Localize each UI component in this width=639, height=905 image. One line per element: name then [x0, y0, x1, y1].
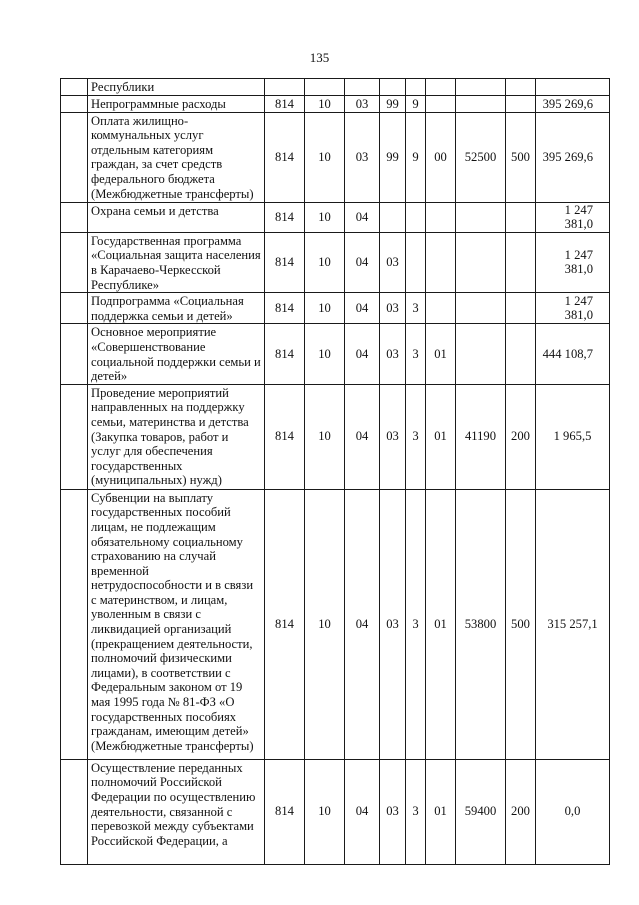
section-cell: 10 — [305, 232, 345, 292]
program-cell: 03 — [380, 759, 406, 864]
direction-cell — [456, 324, 506, 384]
subprogram-cell — [406, 232, 426, 292]
row-number-cell — [61, 232, 88, 292]
budget-table — [60, 78, 610, 865]
program-cell: 03 — [380, 384, 406, 489]
amount-cell: 315 257,1 — [536, 489, 610, 759]
expense-type-cell — [506, 202, 536, 232]
table-row — [61, 759, 610, 864]
expense-type-cell — [506, 293, 536, 324]
event-cell: 01 — [426, 489, 456, 759]
subsection-cell: 04 — [345, 384, 380, 489]
subprogram-cell: 9 — [406, 112, 426, 202]
amount-cell: 0,0 — [536, 759, 610, 864]
table-row — [61, 79, 610, 96]
expense-type-cell: 200 — [506, 759, 536, 864]
subsection-cell: 04 — [345, 759, 380, 864]
subprogram-cell — [406, 202, 426, 232]
table-row — [61, 384, 610, 489]
subsection-cell: 04 — [345, 324, 380, 384]
ministry-cell: 814 — [265, 489, 305, 759]
row-number-cell — [61, 202, 88, 232]
direction-cell: 59400 — [456, 759, 506, 864]
direction-cell — [456, 202, 506, 232]
ministry-cell: 814 — [265, 384, 305, 489]
amount-cell: 1 247 381,0 — [536, 232, 610, 292]
subprogram-cell: 9 — [406, 96, 426, 113]
program-cell: 99 — [380, 96, 406, 113]
section-cell: 10 — [305, 112, 345, 202]
subprogram-cell: 3 — [406, 759, 426, 864]
event-cell: 01 — [426, 324, 456, 384]
name-cell: Подпрограмма «Социальная поддержка семьи и детей» — [88, 293, 265, 324]
name-cell: Осуществление переданных полномочий Российской Федерации по осуществлению деятельности, связанной с перевозкой между субъектами Российской Федерации, а — [88, 759, 265, 864]
ministry-cell: 814 — [265, 112, 305, 202]
direction-cell — [456, 293, 506, 324]
name-cell: Оплата жилищно-коммунальных услуг отдельным категориям граждан, за счет средств федерального бюджета (Межбюджетные трансферты) — [88, 112, 265, 202]
name-cell: Проведение мероприятий направленных на поддержку семьи, материнства и детства (Закупка товаров, работ и услуг для обеспечения государственных (муниципальных) нужд) — [88, 384, 265, 489]
program-cell: 03 — [380, 232, 406, 292]
subsection-cell: 04 — [345, 489, 380, 759]
subprogram-cell — [406, 79, 426, 96]
direction-cell — [456, 96, 506, 113]
section-cell: 10 — [305, 489, 345, 759]
table-row — [61, 324, 610, 384]
program-cell — [380, 79, 406, 96]
row-number-cell — [61, 324, 88, 384]
row-number-cell — [61, 112, 88, 202]
table-row — [61, 232, 610, 292]
subsection-cell — [345, 79, 380, 96]
table-row — [61, 293, 610, 324]
table-row — [61, 202, 610, 232]
event-cell — [426, 232, 456, 292]
amount-cell: 1 247 381,0 — [536, 202, 610, 232]
expense-type-cell — [506, 96, 536, 113]
subsection-cell: 03 — [345, 112, 380, 202]
subprogram-cell: 3 — [406, 324, 426, 384]
section-cell — [305, 79, 345, 96]
expense-type-cell: 200 — [506, 384, 536, 489]
subsection-cell: 04 — [345, 232, 380, 292]
program-cell — [380, 202, 406, 232]
program-cell: 99 — [380, 112, 406, 202]
subsection-cell: 04 — [345, 202, 380, 232]
section-cell: 10 — [305, 324, 345, 384]
direction-cell: 41190 — [456, 384, 506, 489]
row-number-cell — [61, 293, 88, 324]
ministry-cell — [265, 79, 305, 96]
amount-cell: 395 269,6 — [536, 112, 610, 202]
event-cell: 01 — [426, 384, 456, 489]
ministry-cell: 814 — [265, 759, 305, 864]
event-cell: 00 — [426, 112, 456, 202]
table-row — [61, 96, 610, 113]
table-row — [61, 112, 610, 202]
ministry-cell: 814 — [265, 202, 305, 232]
expense-type-cell — [506, 79, 536, 96]
subprogram-cell: 3 — [406, 384, 426, 489]
section-cell: 10 — [305, 202, 345, 232]
section-cell: 10 — [305, 293, 345, 324]
program-cell: 03 — [380, 293, 406, 324]
ministry-cell: 814 — [265, 293, 305, 324]
section-cell: 10 — [305, 759, 345, 864]
row-number-cell — [61, 759, 88, 864]
event-cell: 01 — [426, 759, 456, 864]
event-cell — [426, 96, 456, 113]
name-cell: Основное мероприятие «Совершенствование социальной поддержки семьи и детей» — [88, 324, 265, 384]
amount-cell: 1 247 381,0 — [536, 293, 610, 324]
name-cell: Субвенции на выплату государственных пособий лицам, не подлежащим обязательному социальному страхованию на случай временной нетрудоспособности и в связи с материнством, и лицам, уволенным в связи с ликвидацией организаций (прекращением деятельности, полномочий физическими лицами), в соответствии с Федеральным законом от 19 мая 1995 года № 81-ФЗ «О государственных пособиях гражданам, имеющим детей» (Межбюджетные трансферты) — [88, 489, 265, 759]
subsection-cell: 04 — [345, 293, 380, 324]
ministry-cell: 814 — [265, 232, 305, 292]
direction-cell — [456, 79, 506, 96]
row-number-cell — [61, 489, 88, 759]
event-cell — [426, 293, 456, 324]
event-cell — [426, 202, 456, 232]
name-cell: Непрограммные расходы — [88, 96, 265, 113]
amount-cell — [536, 79, 610, 96]
row-number-cell — [61, 79, 88, 96]
expense-type-cell — [506, 324, 536, 384]
program-cell: 03 — [380, 324, 406, 384]
subsection-cell: 03 — [345, 96, 380, 113]
row-number-cell — [61, 384, 88, 489]
direction-cell — [456, 232, 506, 292]
ministry-cell: 814 — [265, 96, 305, 113]
event-cell — [426, 79, 456, 96]
expense-type-cell: 500 — [506, 112, 536, 202]
page-number: 135 — [309, 50, 330, 65]
table-row — [61, 489, 610, 759]
amount-cell: 1 965,5 — [536, 384, 610, 489]
name-cell: Охрана семьи и детства — [88, 202, 265, 232]
subprogram-cell: 3 — [406, 489, 426, 759]
direction-cell: 53800 — [456, 489, 506, 759]
ministry-cell: 814 — [265, 324, 305, 384]
program-cell: 03 — [380, 489, 406, 759]
name-cell: Государственная программа «Социальная защита населения в Карачаево-Черкесской Республике» — [88, 232, 265, 292]
direction-cell: 52500 — [456, 112, 506, 202]
subprogram-cell: 3 — [406, 293, 426, 324]
amount-cell: 395 269,6 — [536, 96, 610, 113]
expense-type-cell: 500 — [506, 489, 536, 759]
section-cell: 10 — [305, 96, 345, 113]
amount-cell: 444 108,7 — [536, 324, 610, 384]
expense-type-cell — [506, 232, 536, 292]
name-cell: Республики — [88, 79, 265, 96]
row-number-cell — [61, 96, 88, 113]
section-cell: 10 — [305, 384, 345, 489]
